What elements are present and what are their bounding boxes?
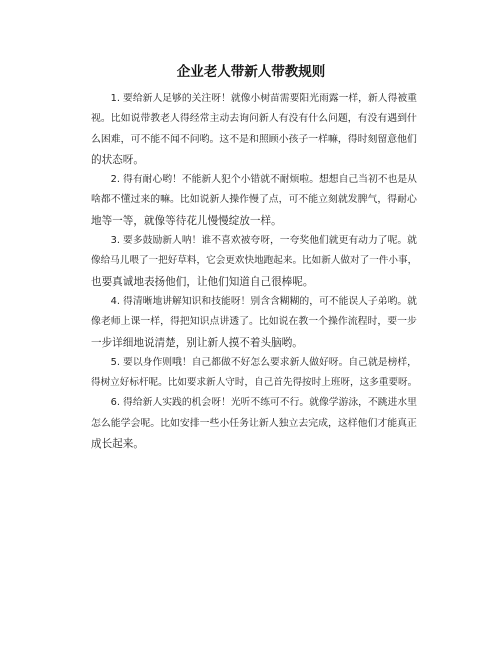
paragraph-line: 5. 要以身作则哦！自己都做不好怎么要求新人做好呀。自己就是榜样， xyxy=(110,356,417,368)
paragraph-line: 么困难，可不能不闻不问哟。这不是和照顾小孩子一样嘛，得时刻留意他们 xyxy=(91,133,417,145)
paragraph-line: 啥都不懂过来的嘛。比如说新人操作慢了点，可不能立刻就发脾气，得耐心 xyxy=(91,194,417,206)
paragraph-4 xyxy=(91,292,418,353)
paragraph-line: 像给马儿喂了一把好草料，它会更欢快地跑起来。比如新人做对了一件小事， xyxy=(91,255,418,267)
paragraph-line: 怎么能学会呢。比如安排一些小任务让新人独立去完成，这样他们才能真正 xyxy=(91,417,417,429)
paragraph-line: 4. 得清晰地讲解知识和技能呀！别含含糊糊的，可不能误人子弟哟。就 xyxy=(110,295,417,307)
paragraph-line: 成长起来。 xyxy=(91,438,144,451)
paragraph-line: 地等一等，就像等待花儿慢慢绽放一样。 xyxy=(91,214,282,227)
paragraph-2 xyxy=(91,170,418,231)
paragraph-line: 视。比如说带教老人得经常主动去询问新人有没有什么问题，有没有遇到什 xyxy=(91,113,417,125)
paragraph-3 xyxy=(91,231,418,292)
paragraph-line: 3. 要多鼓励新人呐！谁不喜欢被夸呀，一夸奖他们就更有动力了呢。就 xyxy=(110,235,417,247)
paragraph-line: 1. 要给新人足够的关注呀！就像小树苗需要阳光雨露一样，新人得被重 xyxy=(110,93,417,104)
paragraph-line: 一步详细地说清楚，别让新人摸不着头脑哟。 xyxy=(91,336,303,349)
paragraph-line: 的状态呀。 xyxy=(91,153,144,166)
paragraph-1 xyxy=(91,89,418,170)
paragraph-6 xyxy=(91,393,418,454)
paragraph-line: 也要真诚地表扬他们，让他们知道自己很棒呢。 xyxy=(91,275,314,288)
document-body xyxy=(91,89,418,454)
paragraph-line: 2. 得有耐心哟！不能新人犯个小错就不耐烦啦。想想自己当初不也是从 xyxy=(110,174,417,186)
document-title: 企业老人带新人带教规则 xyxy=(176,64,326,80)
paragraph-line: 得树立好标杆呢。比如要求新人守时，自己首先得按时上班呀，这多重要呀。 xyxy=(91,377,418,389)
paragraph-line: 像老师上课一样，得把知识点讲透了。比如说在教一个操作流程时，要一步 xyxy=(91,316,417,328)
paragraph-5 xyxy=(91,353,418,394)
paragraph-line: 6. 得给新人实践的机会呀！光听不练可不行。就像学游泳，不跳进水里 xyxy=(110,397,417,409)
